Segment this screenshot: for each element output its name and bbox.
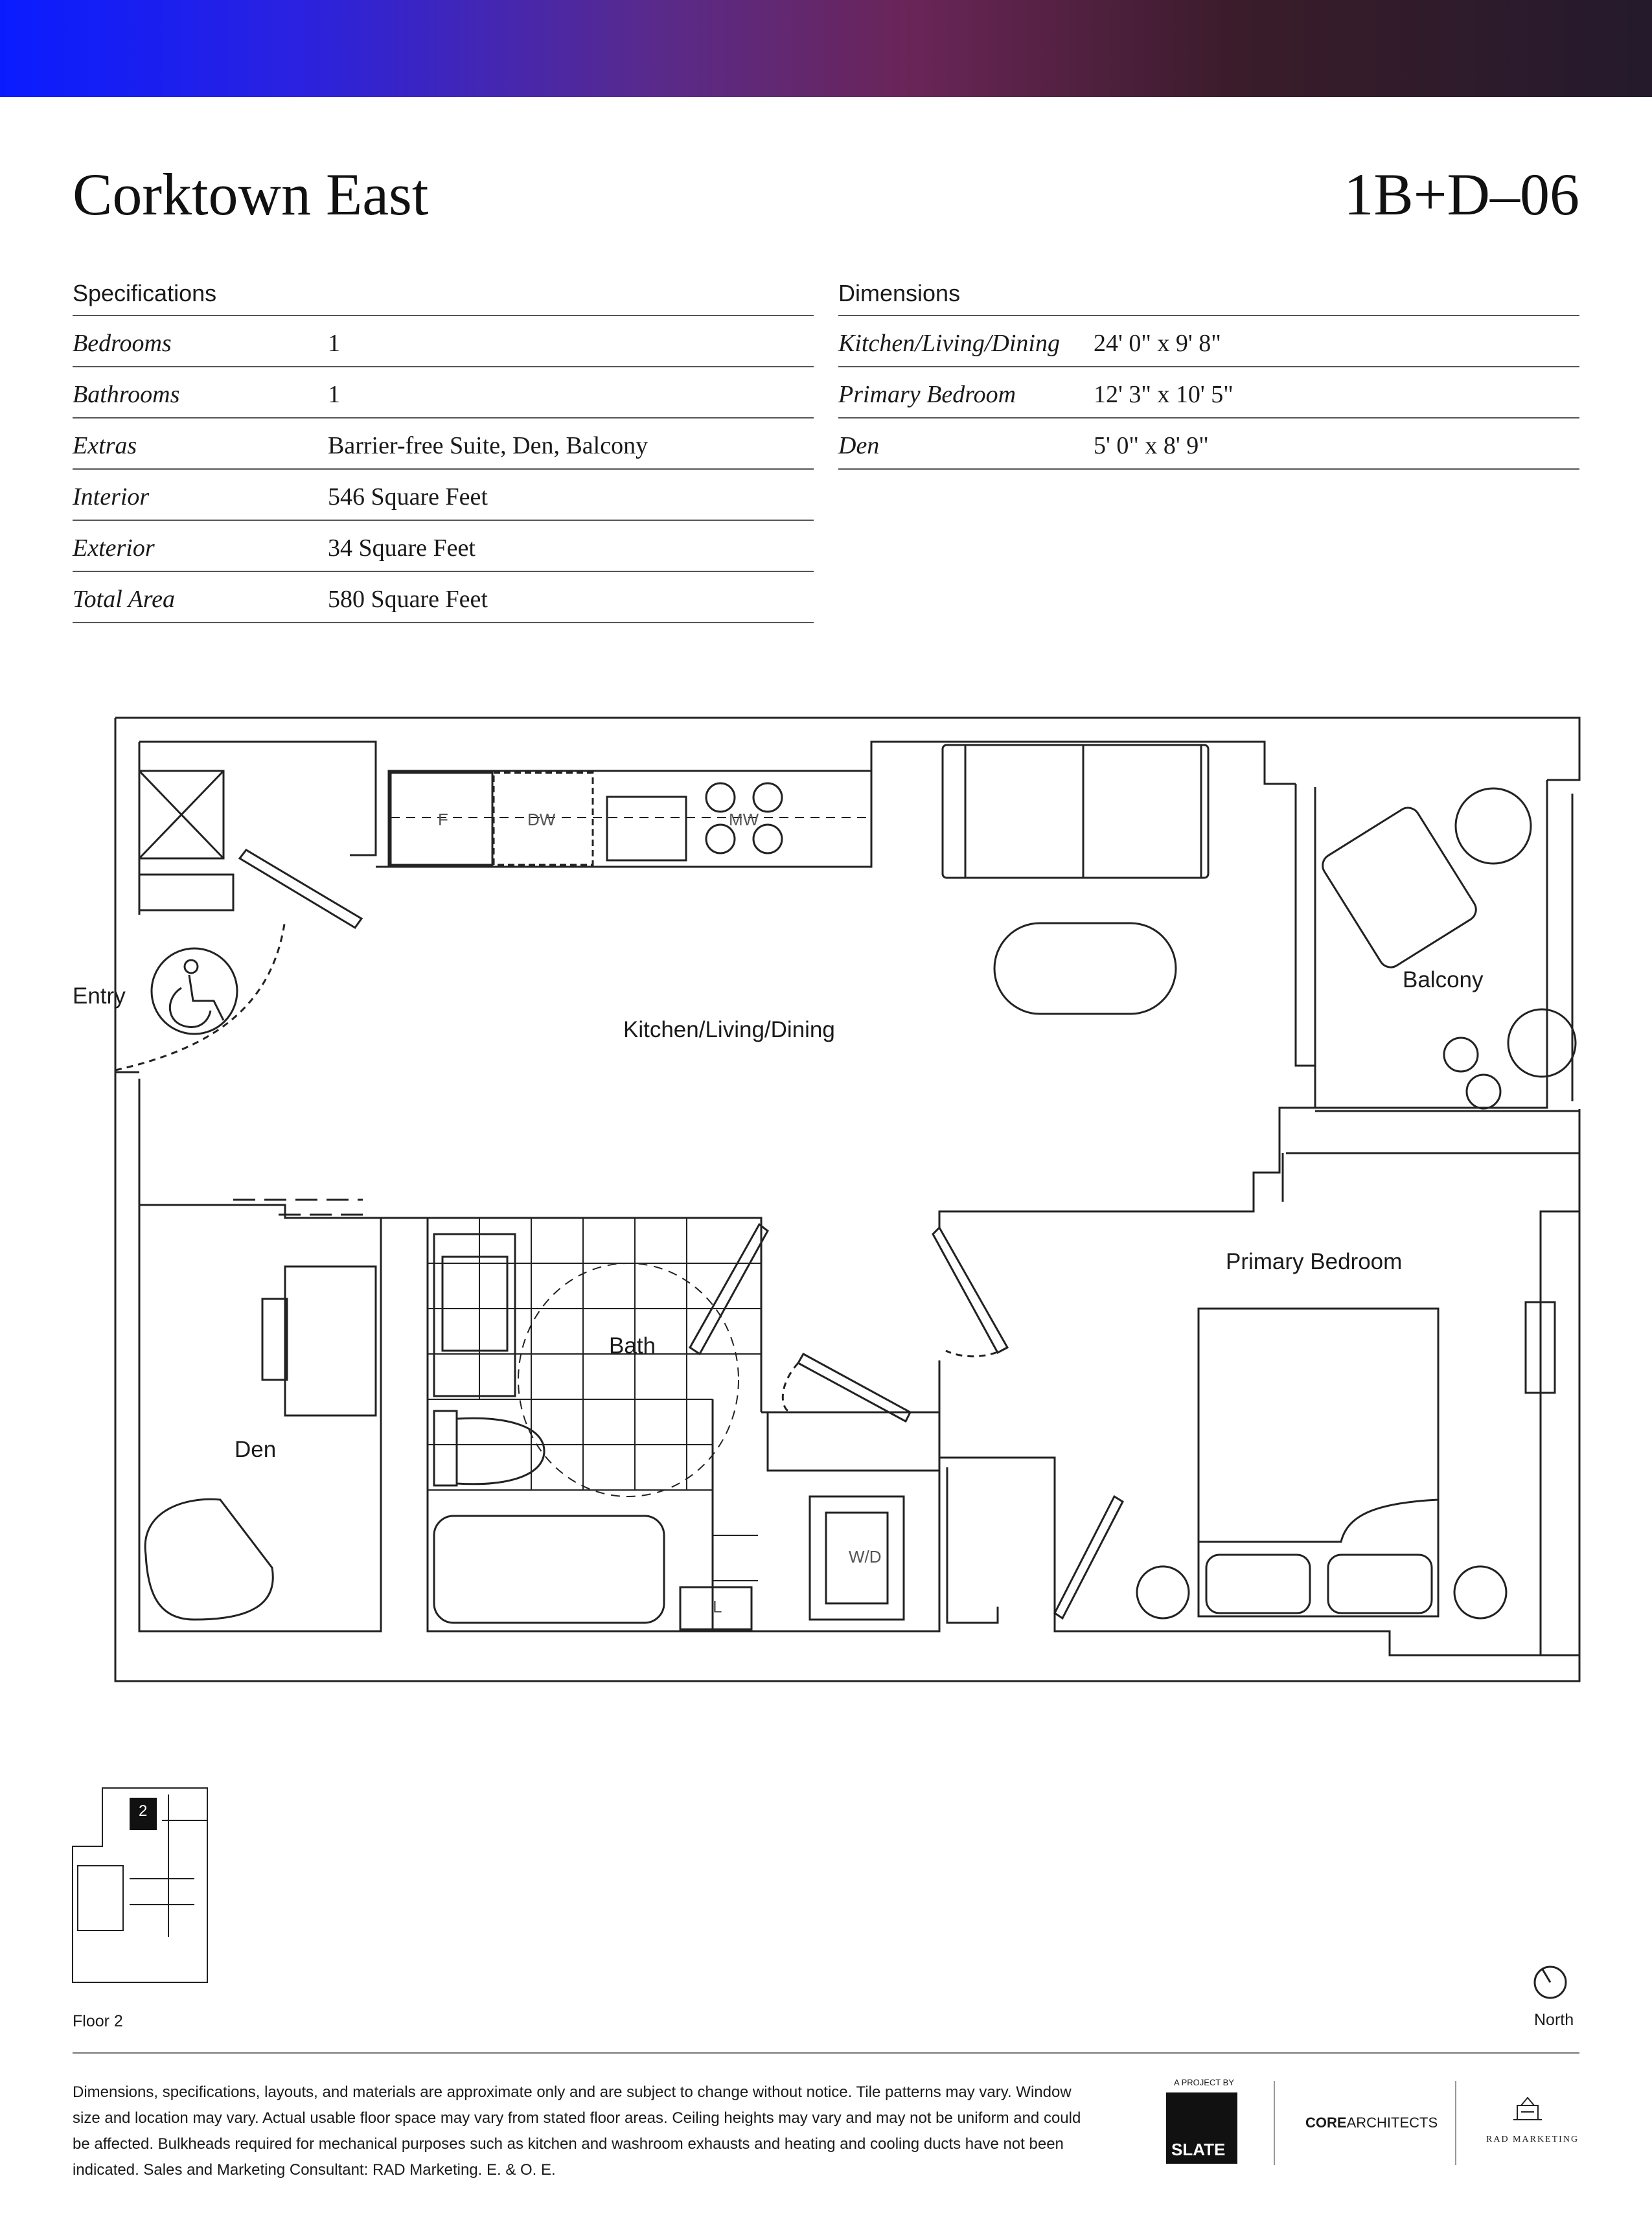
entry-door-swing	[115, 920, 285, 1070]
bath-walls	[381, 1218, 939, 1631]
footer-divider	[73, 2052, 1579, 2054]
kitchen-wall	[376, 742, 1296, 867]
dimension-value: 12' 3" x 10' 5"	[1094, 381, 1233, 408]
keyplan-floor-label: Floor 2	[73, 2012, 123, 2030]
laundry-door	[798, 1354, 910, 1421]
unit-code: 1B+D–06	[1344, 161, 1579, 227]
appliance-label-linen: L	[713, 1597, 722, 1616]
balcony-divider	[939, 784, 1315, 1228]
bath-door	[690, 1224, 768, 1354]
pillow	[1328, 1555, 1432, 1613]
rad-marketing-logo: RAD MARKETING	[1486, 2135, 1579, 2144]
spec-label: Extras	[73, 432, 137, 459]
spec-value: 580 Square Feet	[328, 586, 488, 613]
spec-label: Total Area	[73, 586, 176, 613]
nightstand	[1137, 1566, 1189, 1618]
room-label-bath: Bath	[609, 1333, 656, 1358]
room-label-entry: Entry	[73, 983, 126, 1009]
spec-label: Bedrooms	[73, 330, 172, 357]
planter	[1444, 1038, 1478, 1072]
toilet-tank	[434, 1411, 457, 1485]
den-wall	[139, 1205, 381, 1218]
appliance-label-fridge: F	[438, 810, 448, 829]
slate-logo	[1166, 2092, 1237, 2164]
laundry-door-swing	[783, 1363, 798, 1412]
specifications-heading: Specifications	[73, 279, 814, 316]
bedroom-wall	[1055, 1153, 1579, 1655]
laundry-shelf	[768, 1412, 939, 1471]
vanity-basin	[442, 1257, 507, 1351]
interior-wall-line	[139, 742, 381, 1631]
spec-value: 34 Square Feet	[328, 534, 476, 562]
spec-label: Bathrooms	[73, 381, 180, 408]
bathtub	[434, 1516, 664, 1623]
den-armchair	[145, 1499, 273, 1620]
balcony-outline	[1315, 780, 1579, 1111]
disclaimer-text: Dimensions, specifications, layouts, and materials are approximate only and are subject to change without notice. Tile patterns may vary. Window size and location may vary. Actual usable floor space may vary from stated floor areas. Ceiling heights may vary and may not be uniform and could be affected. Bulkheads required for mechanical purposes such as kitchen and washroom exhausts and heating and cooling ducts have not been indicated. Sales and Marketing Consultant: RAD Marketing. E. & O. E.	[73, 2083, 1081, 2179]
accessibility-icon	[152, 948, 237, 1034]
north-compass-icon	[1535, 1967, 1566, 1998]
stove-burner	[706, 783, 735, 812]
appliance-label-dishwasher: DW	[527, 810, 556, 829]
appliance-label-washer-dryer: W/D	[849, 1547, 882, 1566]
den-sliding-door	[233, 1200, 363, 1215]
core-architects-bold: CORE	[1305, 2115, 1347, 2131]
rad-marketing-emblem-icon	[1508, 2094, 1547, 2126]
kitchen-counter	[389, 771, 871, 867]
sofa-cushion	[965, 745, 1083, 878]
dimension-label: Den	[838, 432, 880, 459]
spec-label: Exterior	[73, 534, 155, 562]
bed-fold	[1199, 1500, 1438, 1542]
bedroom-door	[933, 1228, 1007, 1353]
spec-value: 546 Square Feet	[328, 483, 488, 510]
dimensions-heading: Dimensions	[838, 279, 1579, 316]
planter	[1508, 1009, 1576, 1077]
slate-logo-text: SLATE	[1171, 2140, 1226, 2159]
logo-divider	[1274, 2081, 1275, 2165]
room-label-primary-bedroom: Primary Bedroom	[1226, 1249, 1403, 1274]
side-table	[1456, 788, 1531, 864]
desk-chair	[262, 1299, 287, 1380]
sofa-cushion	[1083, 745, 1201, 878]
room-label-kitchen-living-dining: Kitchen/Living/Dining	[623, 1017, 835, 1042]
vanity	[434, 1234, 515, 1396]
planter	[1467, 1075, 1500, 1108]
pillow	[1206, 1555, 1310, 1613]
dimension-label: Primary Bedroom	[838, 381, 1016, 408]
closet-walls	[939, 1458, 1055, 1631]
room-label-balcony: Balcony	[1403, 967, 1484, 992]
dimension-value: 24' 0" x 9' 8"	[1094, 330, 1221, 357]
turning-circle	[518, 1263, 739, 1496]
room-label-den: Den	[235, 1437, 277, 1462]
desk	[285, 1266, 376, 1416]
spec-label: Interior	[73, 483, 150, 510]
logo-divider	[1455, 2081, 1456, 2165]
nightstand	[1454, 1566, 1506, 1618]
sofa	[943, 745, 1208, 878]
project-by-label: A PROJECT BY	[1174, 2078, 1234, 2087]
dimension-label: Kitchen/Living/Dining	[838, 330, 1060, 357]
closet-door	[1055, 1496, 1123, 1618]
spec-value: 1	[328, 330, 340, 357]
closet-door	[240, 850, 361, 928]
bed	[1199, 1309, 1438, 1616]
keyplan-unit-marker: 2	[139, 1802, 148, 1820]
core-architects-rest: ARCHITECTS	[1346, 2115, 1438, 2131]
core-architects-logo	[1305, 2115, 1438, 2131]
window	[1541, 1211, 1579, 1655]
compass-label: North	[1534, 2011, 1574, 2029]
spec-value: 1	[328, 381, 340, 408]
stove-burner	[753, 783, 782, 812]
dining-table	[994, 923, 1176, 1014]
dimension-value: 5' 0" x 8' 9"	[1094, 432, 1209, 459]
project-title: Corktown East	[73, 161, 429, 227]
sink	[607, 797, 686, 860]
bath-tile-grid	[428, 1218, 761, 1581]
appliance-label-microwave: MW	[729, 810, 759, 829]
spec-value: Barrier-free Suite, Den, Balcony	[328, 432, 648, 459]
